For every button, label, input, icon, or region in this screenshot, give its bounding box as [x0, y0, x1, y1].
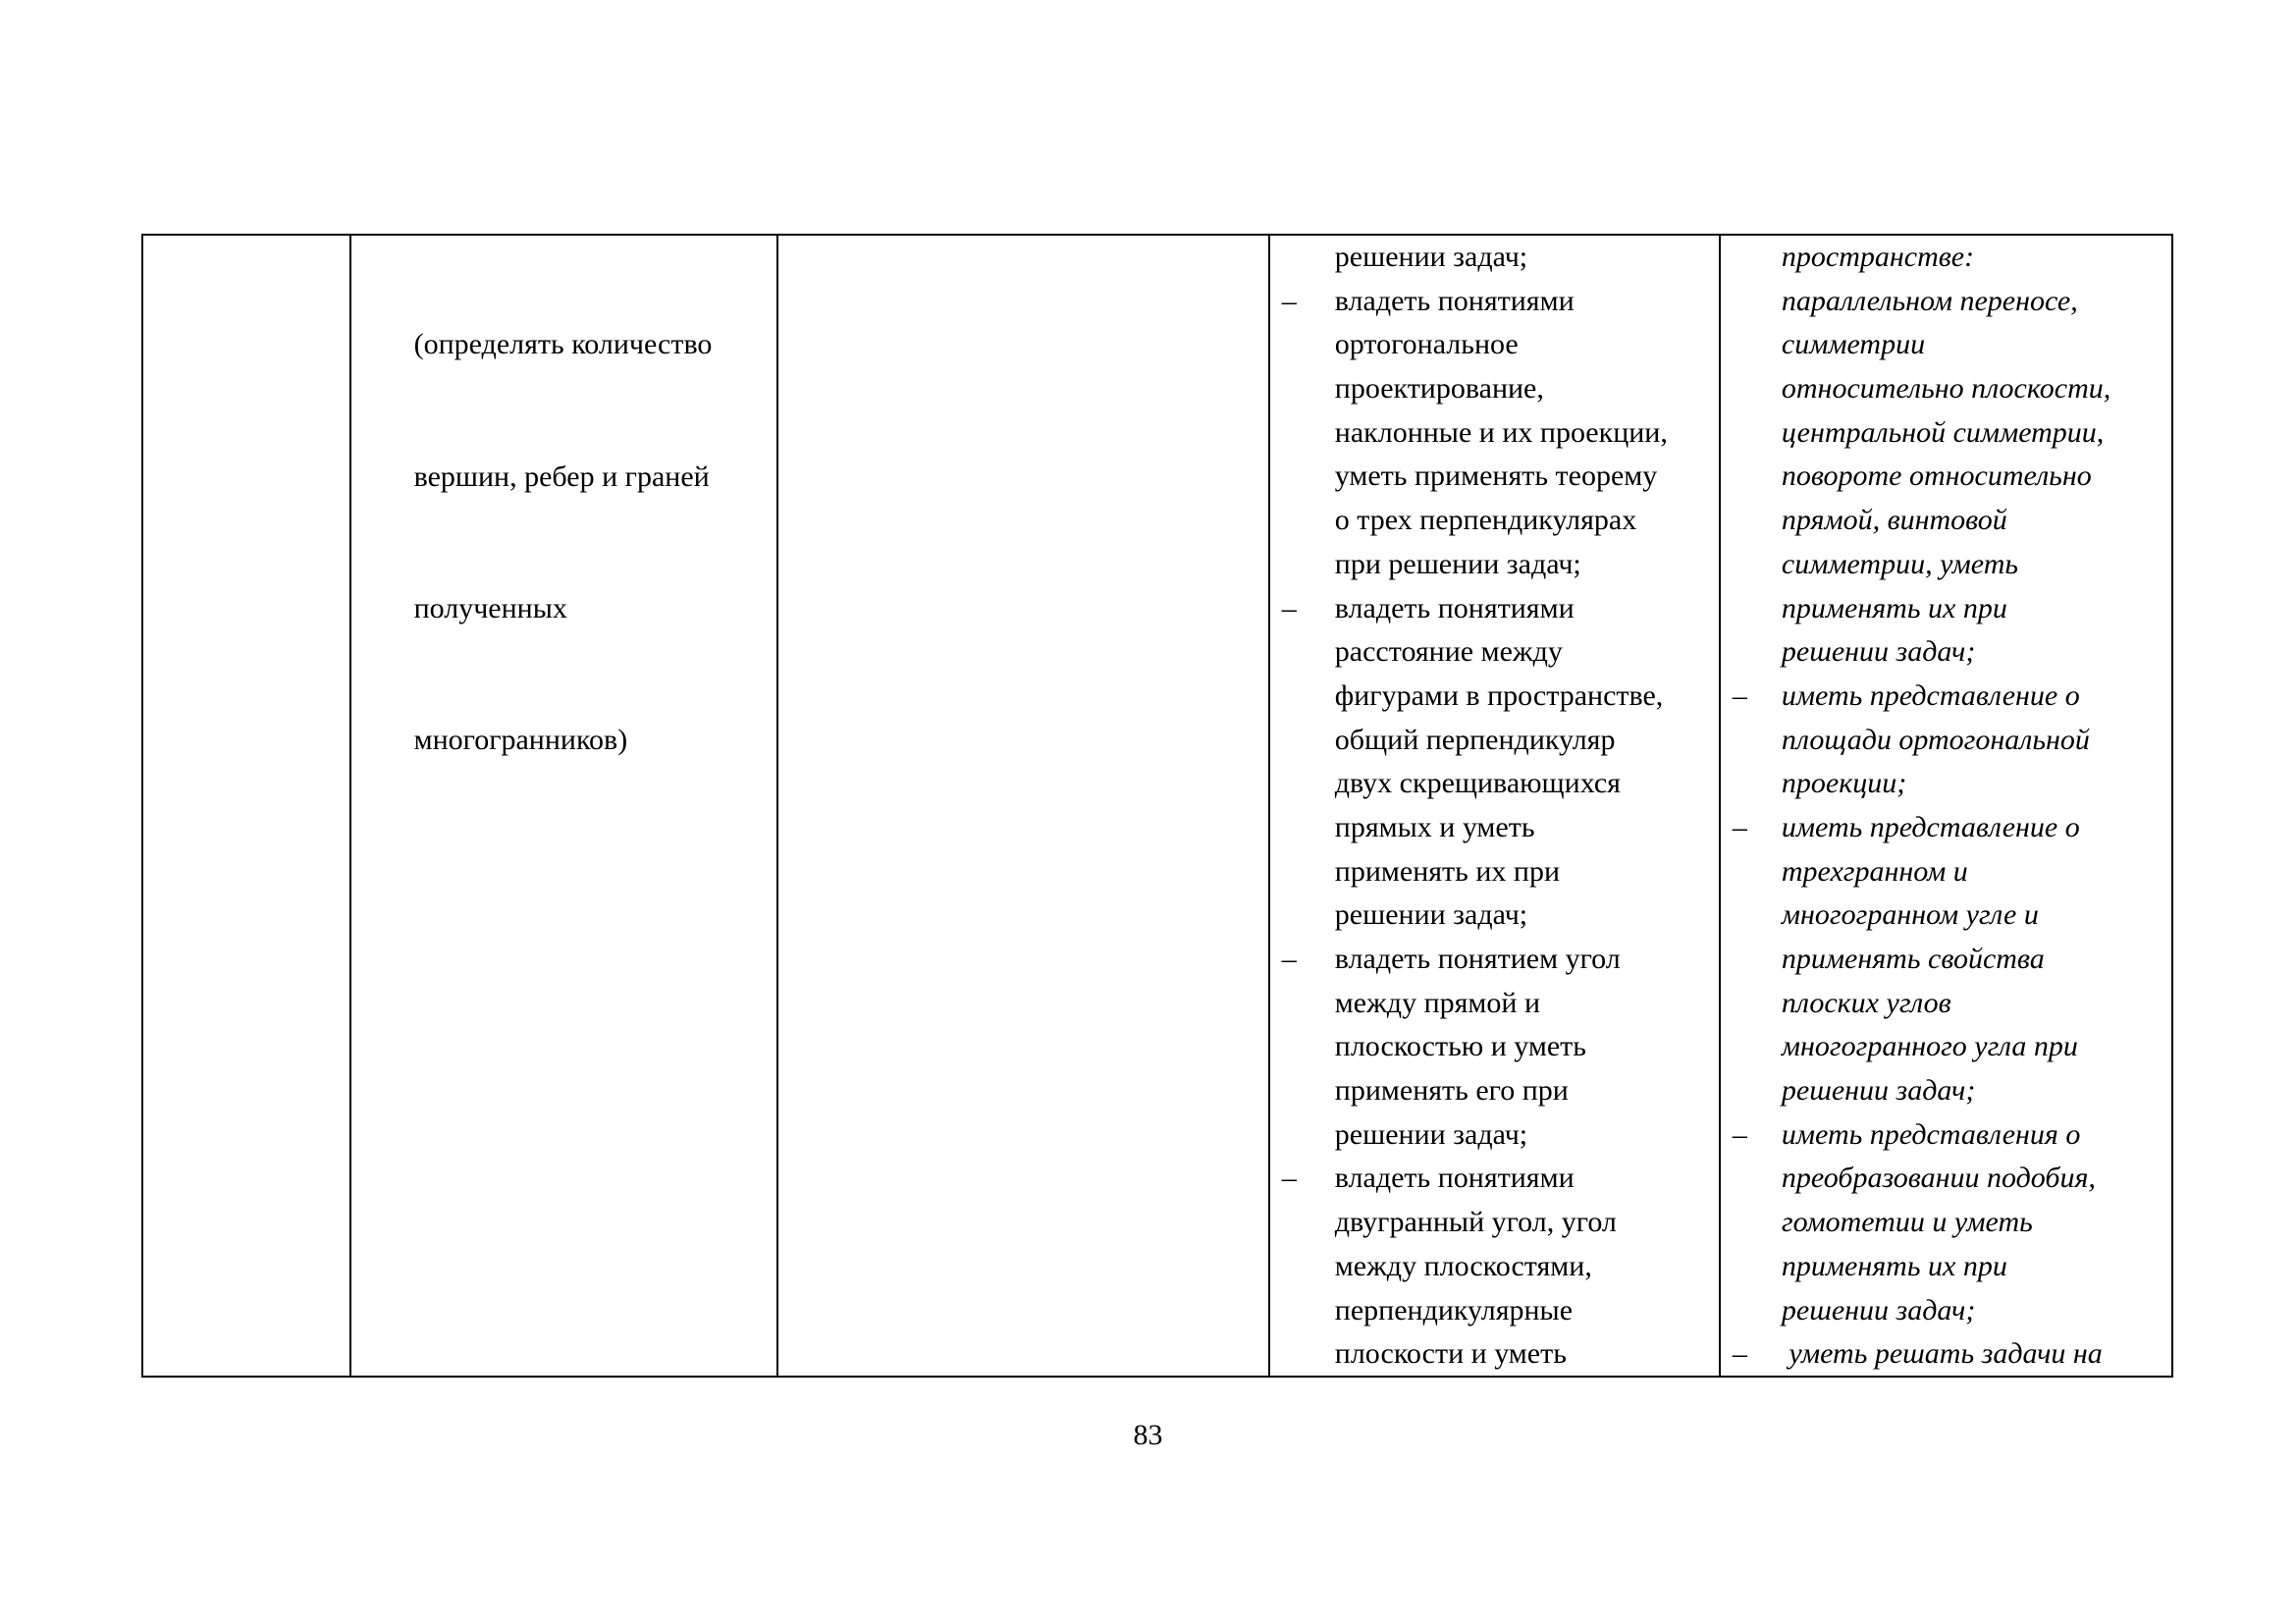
- bullet-dash: –: [1281, 943, 1297, 975]
- line-text: владеть понятиями: [1334, 1162, 1575, 1195]
- line-text: плоскостью и уметь: [1334, 1030, 1586, 1063]
- list-line: [1721, 1289, 2171, 1333]
- line-text: симметрии, уметь: [1781, 547, 2019, 580]
- list-line: [1721, 499, 2171, 543]
- line-text: иметь представление о: [1781, 678, 2080, 712]
- line-text: решении задач;: [1334, 898, 1528, 932]
- line-text: повороте относительно: [1781, 460, 2092, 493]
- column-5-text: [1721, 236, 2171, 1377]
- line-text: гомотетии и уметь: [1781, 1206, 2033, 1239]
- list-line: [1270, 1332, 1719, 1377]
- list-line: [1270, 411, 1719, 456]
- line-text: проекции;: [1781, 767, 1907, 800]
- list-line: [1270, 850, 1719, 894]
- text-line: (определять количество: [413, 328, 713, 361]
- column-2-text: [414, 236, 713, 850]
- list-line: [1721, 982, 2171, 1026]
- list-line: [1721, 850, 2171, 894]
- list-line: [1721, 938, 2171, 982]
- bullet-dash: –: [1732, 810, 1747, 843]
- list-line: [1721, 280, 2171, 324]
- line-text: применять их при: [1781, 1249, 2007, 1282]
- list-line: [1270, 1289, 1719, 1333]
- list-line: [1270, 675, 1719, 719]
- line-text: между прямой и: [1334, 986, 1541, 1019]
- table-column-4: [1270, 236, 1721, 1376]
- list-line: [1270, 938, 1719, 982]
- list-line: [1721, 1245, 2171, 1289]
- bullet-dash: –: [1732, 1117, 1747, 1151]
- line-text: площади ортогональной: [1781, 723, 2090, 756]
- list-line: [1270, 587, 1719, 631]
- list-line: [1270, 323, 1719, 367]
- list-line: [1270, 1025, 1719, 1069]
- list-line: [1721, 323, 2171, 367]
- list-line: [1270, 280, 1719, 324]
- list-line: [1721, 543, 2171, 587]
- list-line: [1721, 236, 2171, 280]
- list-line: [1721, 893, 2171, 938]
- line-text: ортогональное: [1334, 328, 1519, 361]
- list-line: [1270, 806, 1719, 850]
- line-text: преобразовании подобия,: [1781, 1162, 2096, 1195]
- list-line: [1270, 367, 1719, 411]
- line-text: владеть понятиями: [1334, 591, 1575, 624]
- text-line: многогранников): [413, 723, 628, 756]
- text-line: вершин, ребер и граней: [413, 460, 710, 493]
- table-column-2: [351, 236, 778, 1376]
- line-text: применять их при: [1334, 854, 1560, 888]
- list-line: [1721, 630, 2171, 675]
- text-line: полученных: [413, 591, 567, 624]
- list-line: [1721, 1201, 2171, 1245]
- line-text: прямых и уметь: [1334, 810, 1535, 843]
- line-text: прямой, винтовой: [1781, 504, 2007, 537]
- line-text: двух скрещивающихся: [1334, 767, 1621, 800]
- line-text: центральной симметрии,: [1781, 415, 2105, 449]
- list-line: [1270, 499, 1719, 543]
- list-line: [1270, 1113, 1719, 1158]
- line-text: владеть понятиями: [1334, 284, 1575, 317]
- list-line: [1721, 455, 2171, 499]
- line-text: применять их при: [1781, 591, 2007, 624]
- line-text: многогранном угле и: [1781, 898, 2039, 932]
- line-text: многогранного угла при: [1781, 1030, 2078, 1063]
- list-line: [1270, 630, 1719, 675]
- list-line: [1270, 543, 1719, 587]
- list-line: [1270, 762, 1719, 806]
- line-text: применять его при: [1334, 1074, 1569, 1108]
- list-line: [1270, 982, 1719, 1026]
- bullet-dash: –: [1732, 678, 1747, 712]
- list-line: [1721, 675, 2171, 719]
- bullet-dash: –: [1281, 591, 1297, 624]
- table-column-3: [778, 236, 1270, 1376]
- list-line: [1270, 719, 1719, 763]
- list-line: [1721, 1025, 2171, 1069]
- line-text: при решении задач;: [1334, 547, 1581, 580]
- line-text: решении задач;: [1781, 635, 1976, 669]
- page-number: 83: [1133, 1419, 1163, 1451]
- list-line: [1270, 1245, 1719, 1289]
- bullet-dash: –: [1281, 284, 1297, 317]
- list-line: [1270, 1069, 1719, 1113]
- line-text: плоских углов: [1781, 986, 1951, 1019]
- line-text: владеть понятием угол: [1334, 943, 1621, 975]
- line-text: относительно плоскости,: [1781, 372, 2111, 406]
- line-text: применять свойства: [1781, 943, 2045, 975]
- list-line: [1721, 1069, 2171, 1113]
- curriculum-table: [141, 234, 2173, 1378]
- line-text: фигурами в пространстве,: [1334, 678, 1664, 712]
- line-text: перпендикулярные: [1334, 1293, 1574, 1326]
- line-text: общий перпендикуляр: [1334, 723, 1616, 756]
- line-text: о трех перпендикулярах: [1334, 504, 1637, 537]
- list-line: [1721, 719, 2171, 763]
- list-line: [1270, 893, 1719, 938]
- line-text: решении задач;: [1781, 1074, 1976, 1108]
- bullet-dash: –: [1281, 1162, 1297, 1195]
- line-text: параллельном переносе,: [1781, 284, 2078, 317]
- line-text: плоскости и уметь: [1334, 1337, 1567, 1371]
- line-text: уметь применять теорему: [1334, 460, 1658, 493]
- line-text: пространстве:: [1781, 241, 1975, 273]
- list-line: [1721, 411, 2171, 456]
- list-line: [1270, 236, 1719, 280]
- list-line: [1270, 455, 1719, 499]
- table-column-1: [143, 236, 351, 1376]
- list-line: [1721, 1157, 2171, 1201]
- line-text: решении задач;: [1781, 1293, 1976, 1326]
- list-line: [1721, 806, 2171, 850]
- list-line: [1721, 367, 2171, 411]
- line-text: уметь решать задачи на: [1781, 1337, 2103, 1371]
- line-text: проектирование,: [1334, 372, 1544, 406]
- bullet-dash: –: [1732, 1337, 1747, 1371]
- list-line: [1721, 762, 2171, 806]
- list-line: [1721, 1332, 2171, 1377]
- list-line: [1270, 1201, 1719, 1245]
- column-4-text: [1270, 236, 1719, 1377]
- line-text: решении задач;: [1334, 241, 1528, 273]
- list-line: [1721, 1113, 2171, 1158]
- line-text: решении задач;: [1334, 1117, 1528, 1151]
- line-text: иметь представление о: [1781, 810, 2080, 843]
- line-text: расстояние между: [1334, 635, 1563, 669]
- line-text: симметрии: [1781, 328, 1926, 361]
- table-column-5: [1721, 236, 2171, 1376]
- line-text: трехгранном и: [1781, 854, 1968, 888]
- line-text: между плоскостями,: [1334, 1249, 1592, 1282]
- list-line: [1270, 1157, 1719, 1201]
- line-text: наклонные и их проекции,: [1334, 415, 1668, 449]
- line-text: двугранный угол, угол: [1334, 1206, 1617, 1239]
- list-line: [1721, 587, 2171, 631]
- line-text: иметь представления о: [1781, 1117, 2081, 1151]
